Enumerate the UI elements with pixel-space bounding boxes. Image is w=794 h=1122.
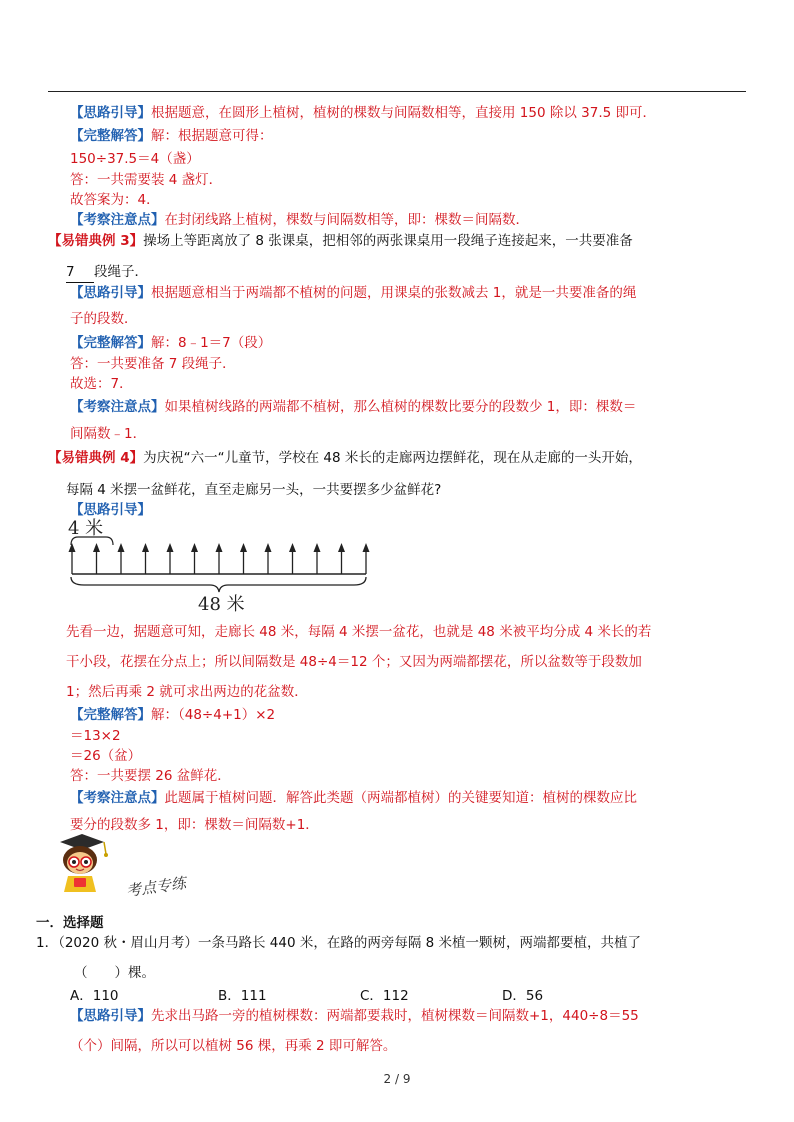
- note-tag: 【考察注意点】: [70, 790, 165, 806]
- answer-blank: 7: [66, 262, 94, 283]
- note-text: 如果植树线路的两端都不植树，那么植树的棵数比要分的段数少 1，即：棵数＝: [164, 399, 637, 415]
- ex2-solve: [70, 126, 273, 146]
- ex2-note: [70, 210, 529, 230]
- ex3-solve: [70, 333, 271, 353]
- diagram-top-label: 4 米: [68, 518, 104, 539]
- section-script-label: 考点专练: [125, 873, 188, 901]
- think-tag: 【思路引导】: [70, 285, 151, 301]
- solve-tag: 【完整解答】: [70, 707, 151, 723]
- ex4-line1: ＝13×2: [70, 728, 121, 744]
- ex4-question: [48, 448, 642, 468]
- note-tag: 【考察注意点】: [70, 399, 165, 415]
- ex4-note-cont: 要分的段数多 1，即：棵数＝间隔数+1．: [70, 817, 319, 833]
- flower-arrow-head: [93, 543, 100, 552]
- q1-option-b: B．111: [218, 988, 267, 1004]
- q1-option-a: A．110: [70, 988, 119, 1004]
- ex4-explain-c: 1；然后再乘 2 就可求出两边的花盆数．: [66, 684, 308, 700]
- flower-arrow-head: [69, 543, 76, 552]
- ex4-explain-b: 干小段，花摆在分点上；所以间隔数是 48÷4＝12 个；又因为两端都摆花，所以盆数等于段数加: [66, 654, 642, 670]
- flower-arrow-head: [216, 543, 223, 552]
- total-length-brace: [71, 577, 366, 592]
- think-text: 根据题意相当于两端都不植树的问题，用课桌的张数减去 1，就是一共要准备的绳: [151, 285, 637, 301]
- flower-arrow-head: [142, 543, 149, 552]
- think-text: 先求出马路一旁的植树棵数：两端都要栽时，植树棵数＝间隔数+1，440÷8＝55: [151, 1008, 639, 1024]
- flower-arrow-head: [363, 543, 370, 552]
- think-tag: 【思路引导】: [70, 502, 151, 518]
- ex3-note: [70, 397, 636, 417]
- flower-arrow-head: [265, 543, 272, 552]
- question-text: 段绳子．: [94, 264, 148, 280]
- think-tag: 【思路引导】: [70, 1008, 151, 1024]
- note-text: 此题属于植树问题．解答此类题（两端都植树）的关键要知道：植树的棵数应比: [164, 790, 637, 806]
- ex2-line3: 故答案为：4．: [70, 192, 160, 208]
- flower-arrow-head: [289, 543, 296, 552]
- flower-arrow-head: [118, 543, 125, 552]
- ex4-line2: ＝26（盆）: [70, 748, 142, 764]
- page-number: 2 / 9: [383, 1072, 411, 1086]
- ex3-question-cont: [66, 262, 148, 283]
- ex4-line3: 答：一共要摆 26 盆鲜花．: [70, 768, 231, 784]
- ex3-question: [48, 231, 633, 251]
- ex3-note-cont: 间隔数﹣1．: [70, 426, 147, 442]
- ex3-line1: 答：一共要准备 7 段绳子．: [70, 356, 236, 372]
- flower-arrow-head: [314, 543, 321, 552]
- ex4-explain-a: 先看一边，据题意可知，走廊长 48 米，每隔 4 米摆一盆花，也就是 48 米被平均分成 4 米长的若: [66, 624, 652, 640]
- example-tag: 【易错典例 3】: [48, 233, 144, 249]
- note-text: 在封闭线路上植树，棵数与间隔数相等，即：棵数＝间隔数．: [164, 212, 529, 228]
- solve-tag: 【完整解答】: [70, 335, 151, 351]
- ex2-think: [70, 103, 656, 123]
- question-text: 为庆祝“六一“儿童节，学校在 48 米长的走廊两边摆鲜花，现在从走廊的一头开始，: [143, 450, 642, 466]
- section-heading: 一．选择题: [36, 915, 104, 931]
- flower-arrow-head: [338, 543, 345, 552]
- flower-arrow-head: [240, 543, 247, 552]
- header-rule: [48, 91, 746, 92]
- q1-think: [70, 1006, 639, 1026]
- ex4-solve: [70, 705, 275, 725]
- q1-think-cont: （个）间隔，所以可以植树 56 棵，再乘 2 即可解答。: [70, 1038, 397, 1054]
- flower-arrow-head: [167, 543, 174, 552]
- ex3-line2: 故选：7．: [70, 376, 133, 392]
- ex3-think-cont: 子的段数．: [70, 311, 138, 327]
- q1-stem-cont: （ ）棵。: [74, 965, 155, 981]
- question-text: 操场上等距离放了 8 张课桌，把相邻的两张课桌用一段绳子连接起来，一共要准备: [143, 233, 633, 249]
- ex2-line2: 答：一共需要装 4 盏灯．: [70, 172, 223, 188]
- solve-text: 解：（48÷4+1）×2: [151, 707, 276, 723]
- example-tag: 【易错典例 4】: [48, 450, 144, 466]
- ex4-question-cont: 每隔 4 米摆一盆鲜花，直至走廊另一头，一共要摆多少盆鲜花?: [66, 482, 442, 498]
- think-text: 根据题意，在圆形上植树，植树的棵数与间隔数相等，直接用 150 除以 37.5 即可．: [151, 105, 656, 121]
- q1-stem: 1．（2020 秋・眉山月考）一条马路长 440 米，在路的两旁每隔 8 米植一颗树，两端都要植，共植了: [36, 935, 642, 951]
- spacing-diagram: [62, 515, 382, 615]
- think-tag: 【思路引导】: [70, 105, 151, 121]
- student-mascot-icon: [52, 832, 120, 894]
- q1-option-c: C．112: [360, 988, 409, 1004]
- ex2-line1: 150÷37.5＝4（盏）: [70, 151, 200, 167]
- arrow-group: [69, 543, 370, 574]
- solve-text: 解：根据题意可得：: [151, 128, 273, 144]
- note-tag: 【考察注意点】: [70, 212, 165, 228]
- solve-text: 解：8﹣1＝7（段）: [151, 335, 272, 351]
- ex3-think: [70, 283, 636, 303]
- flower-arrow-head: [191, 543, 198, 552]
- q1-option-d: D．56: [502, 988, 544, 1004]
- diagram-bottom-label: 48 米: [198, 594, 245, 615]
- solve-tag: 【完整解答】: [70, 128, 151, 144]
- ex4-note: [70, 788, 637, 808]
